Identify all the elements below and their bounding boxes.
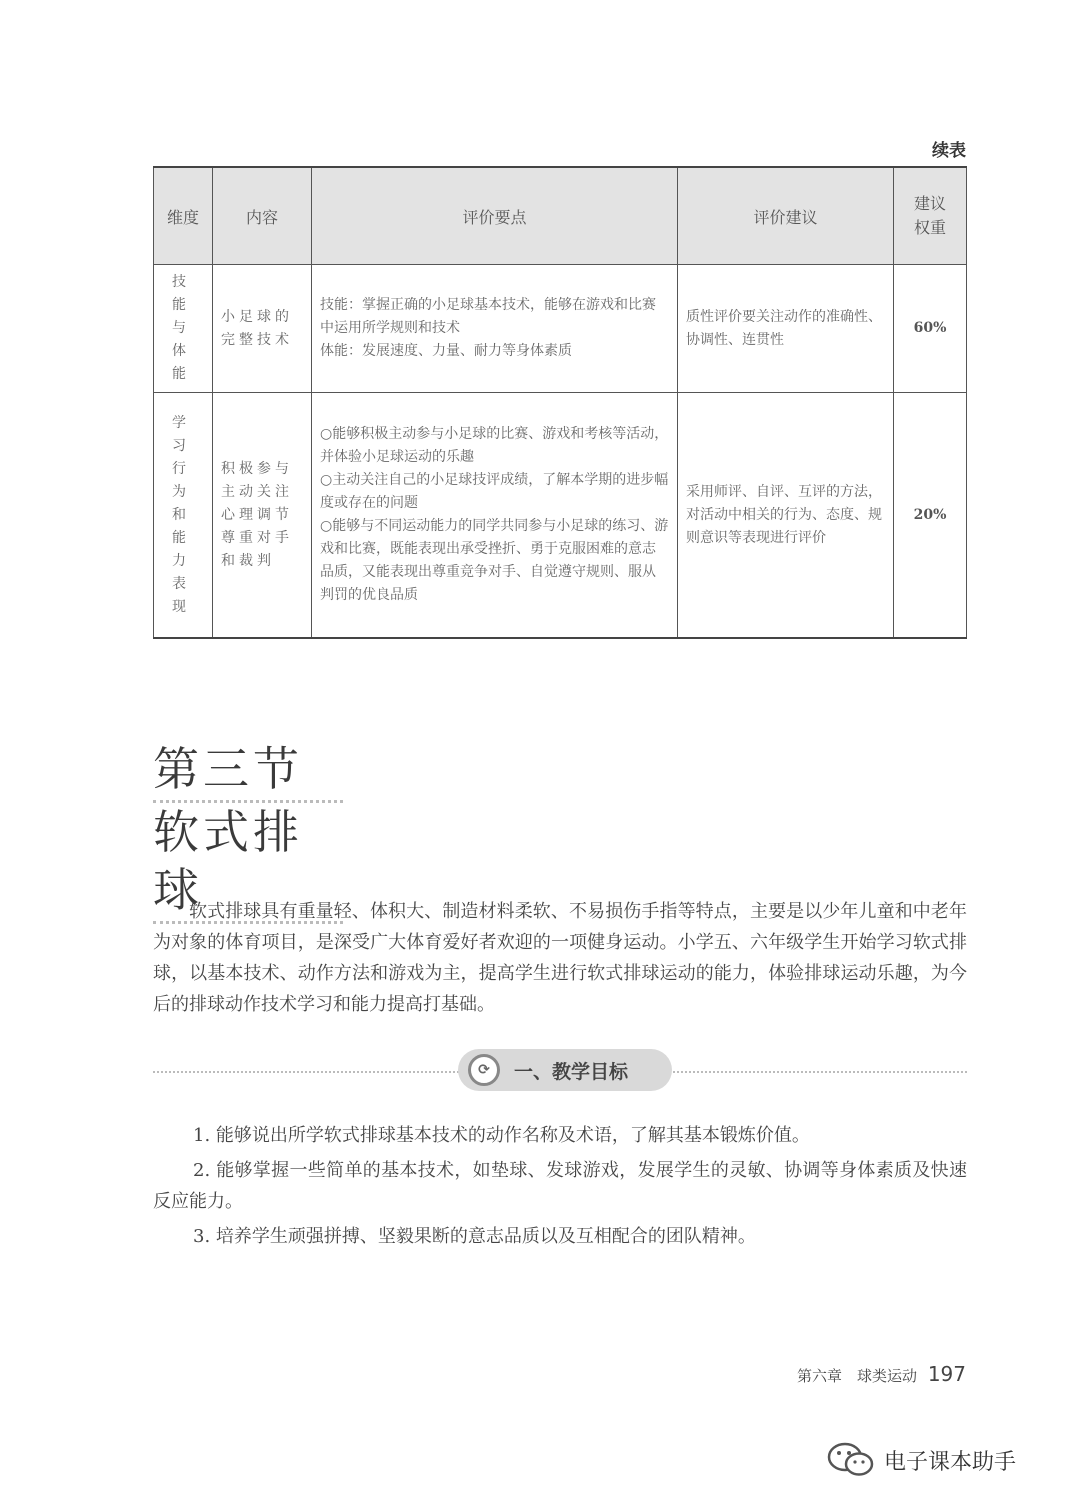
evaluation-table	[153, 166, 967, 639]
list-item: 2. 能够掌握一些简单的基本技术，如垫球、发球游戏，发展学生的灵敏、协调等身体素质及快速反应能力。	[153, 1160, 967, 1212]
row-advice: 质性评价要关注动作的准确性、协调性、连贯性	[678, 265, 894, 393]
intro-paragraph: 软式排球具有重量轻、体积大、制造材料柔软、不易损伤手指等特点，主要是以少年儿童和中老年为对象的体育项目，是深受广大体育爱好者欢迎的一项健身运动。小学五、六年级学生开始学习软式排球，以基本技术、动作方法和游戏为主，提高学生进行软式排球运动的能力，体验排球运动乐趣，为今后的排球动作技术学习和能力提高打基础。	[153, 901, 967, 1015]
chapter-label: 第六章 球类运动	[797, 1367, 918, 1385]
row-content: 小足球的完整技术	[213, 265, 312, 393]
page-footer	[797, 1362, 966, 1386]
section-title: 软式排球	[153, 803, 343, 924]
list-item: 1. 能够说出所学软式排球基本技术的动作名称及术语，了解其基本锻炼价值。	[193, 1125, 810, 1146]
objectives-heading: 一、教学目标	[514, 1060, 629, 1083]
table-row	[154, 393, 967, 639]
header-weight: 建议 权重	[894, 167, 967, 265]
row-points: 技能：掌握正确的小足球基本技术，能够在游戏和比赛中运用所学规则和技术 体能：发展速度、力量、耐力等身体素质	[312, 265, 678, 393]
row-advice: 采用师评、自评、互评的方法，对活动中相关的行为、态度、规则意识等表现进行评价	[678, 393, 894, 639]
table-row	[154, 265, 967, 393]
header-advice: 评价建议	[678, 167, 894, 265]
continued-table-label: 续表	[932, 141, 966, 161]
objectives-heading-tag	[458, 1049, 672, 1091]
header-content: 内容	[213, 167, 312, 265]
wechat-icon	[826, 1440, 876, 1480]
row-dimension: 技能与体能	[154, 265, 213, 393]
watermark-text: 电子课本助手	[884, 1449, 1017, 1475]
row-points: ○能够积极主动参与小足球的比赛、游戏和考核等活动，并体验小足球运动的乐趣 ○主动关注自己的小足球技评成绩，了解本学期的进步幅度或存在的问题 ○能够与不同运动能力的同学共同参与小足球的练习、游戏和比赛，既能表现出承受挫折、勇于克服困难的意志品质，又能表现出尊重竞争对手、自觉遵守规则、服从判罚的优良品质	[312, 393, 678, 639]
header-dimension: 维度	[154, 167, 213, 265]
table-header-row	[154, 167, 967, 265]
wechat-watermark	[826, 1440, 1016, 1480]
whistle-icon: ⟳	[468, 1054, 500, 1086]
row-weight: 60%	[894, 265, 967, 393]
list-item: 3. 培养学生顽强拼搏、坚毅果断的意志品质以及互相配合的团队精神。	[193, 1226, 756, 1247]
header-points: 评价要点	[312, 167, 678, 265]
row-content: 积极参与主动关注心理调节尊重对手和裁判	[213, 393, 312, 639]
row-weight: 20%	[894, 393, 967, 639]
section-number: 第三节	[153, 740, 343, 803]
page-number: 197	[927, 1362, 966, 1386]
objectives-list	[153, 1120, 967, 1256]
row-dimension: 学习行为和能力表现	[154, 393, 213, 639]
